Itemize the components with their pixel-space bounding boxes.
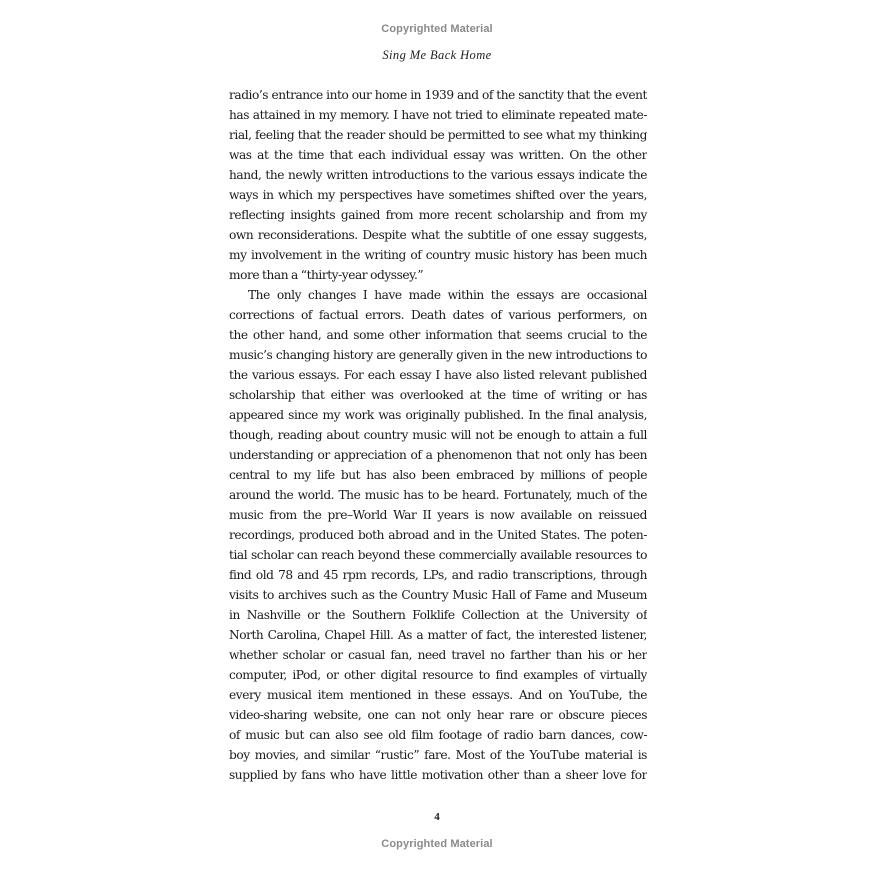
text-line: the other hand, and some other information that seems crucial to the	[229, 328, 647, 342]
text-line: was at the time that each individual essay was written. On the other	[229, 148, 647, 162]
text-line: every musical item mentioned in these essays. And on YouTube, the	[229, 688, 647, 702]
text-line: central to my life but has also been embraced by millions of people	[229, 468, 647, 482]
text-line: the various essays. For each essay I have also listed relevant published	[229, 368, 647, 382]
text-line: music’s changing history are generally given in the new introductions to	[229, 348, 647, 362]
text-line: though, reading about country music will not be enough to attain a full	[229, 428, 647, 442]
text-line: understanding or appreciation of a phenomenon that not only has been	[229, 448, 647, 462]
text-line: scholarship that either was overlooked at the time of writing or has	[229, 388, 647, 402]
text-line: own reconsiderations. Despite what the subtitle of one essay suggests,	[229, 228, 647, 242]
text-line: whether scholar or casual fan, need travel no farther than his or her	[229, 648, 647, 662]
text-line: visits to archives such as the Country Music Hall of Fame and Museum	[229, 588, 647, 602]
text-line: video-sharing website, one can not only hear rare or obscure pieces	[229, 708, 647, 722]
body-text	[229, 85, 647, 785]
page-number: 4	[434, 811, 440, 823]
text-line: supplied by fans who have little motivation other than a sheer love for	[229, 768, 647, 782]
text-line: corrections of factual errors. Death dates of various performers, on	[229, 308, 647, 322]
text-line: around the world. The music has to be heard. Fortunately, much of the	[229, 488, 647, 502]
text-line: appeared since my work was originally published. In the final analysis,	[229, 408, 647, 422]
text-line: North Carolina, Chapel Hill. As a matter of fact, the interested listener,	[229, 628, 647, 642]
paragraph-first-line: The only changes I have made within the essays are occasional	[248, 288, 647, 302]
text-line: my involvement in the writing of country music history has been much	[229, 248, 647, 262]
text-line: rial, feeling that the reader should be permitted to see what my thinking	[229, 128, 647, 142]
text-line: reflecting insights gained from more recent scholarship and from my	[229, 208, 647, 222]
text-line: find old 78 and 45 rpm records, LPs, and radio transcriptions, through	[229, 568, 647, 582]
copyright-watermark-top: Copyrighted Material	[381, 23, 493, 35]
copyright-watermark-bottom: Copyrighted Material	[381, 838, 493, 850]
text-line: in Nashville or the Southern Folklife Collection at the University of	[229, 608, 647, 622]
running-head: Sing Me Back Home	[382, 48, 492, 62]
text-line: boy movies, and similar “rustic” fare. Most of the YouTube material is	[229, 748, 647, 762]
text-line: computer, iPod, or other digital resource to find examples of virtually	[229, 668, 647, 682]
text-line: music from the pre–World War II years is now available on reissued	[229, 508, 647, 522]
text-line: ways in which my perspectives have sometimes shifted over the years,	[229, 188, 647, 202]
text-line: tial scholar can reach beyond these commercially available resources to	[229, 548, 647, 562]
text-line: has attained in my memory. I have not tried to eliminate repeated mate-	[229, 108, 647, 122]
text-line: of music but can also see old film footage of radio barn dances, cow-	[229, 728, 647, 742]
text-line: more than a “thirty-year odyssey.”	[229, 268, 424, 282]
text-line: radio’s entrance into our home in 1939 and of the sanctity that the event	[229, 88, 647, 102]
text-line: hand, the newly written introductions to the various essays indicate the	[229, 168, 647, 182]
text-line: recordings, produced both abroad and in the United States. The poten-	[229, 528, 647, 542]
